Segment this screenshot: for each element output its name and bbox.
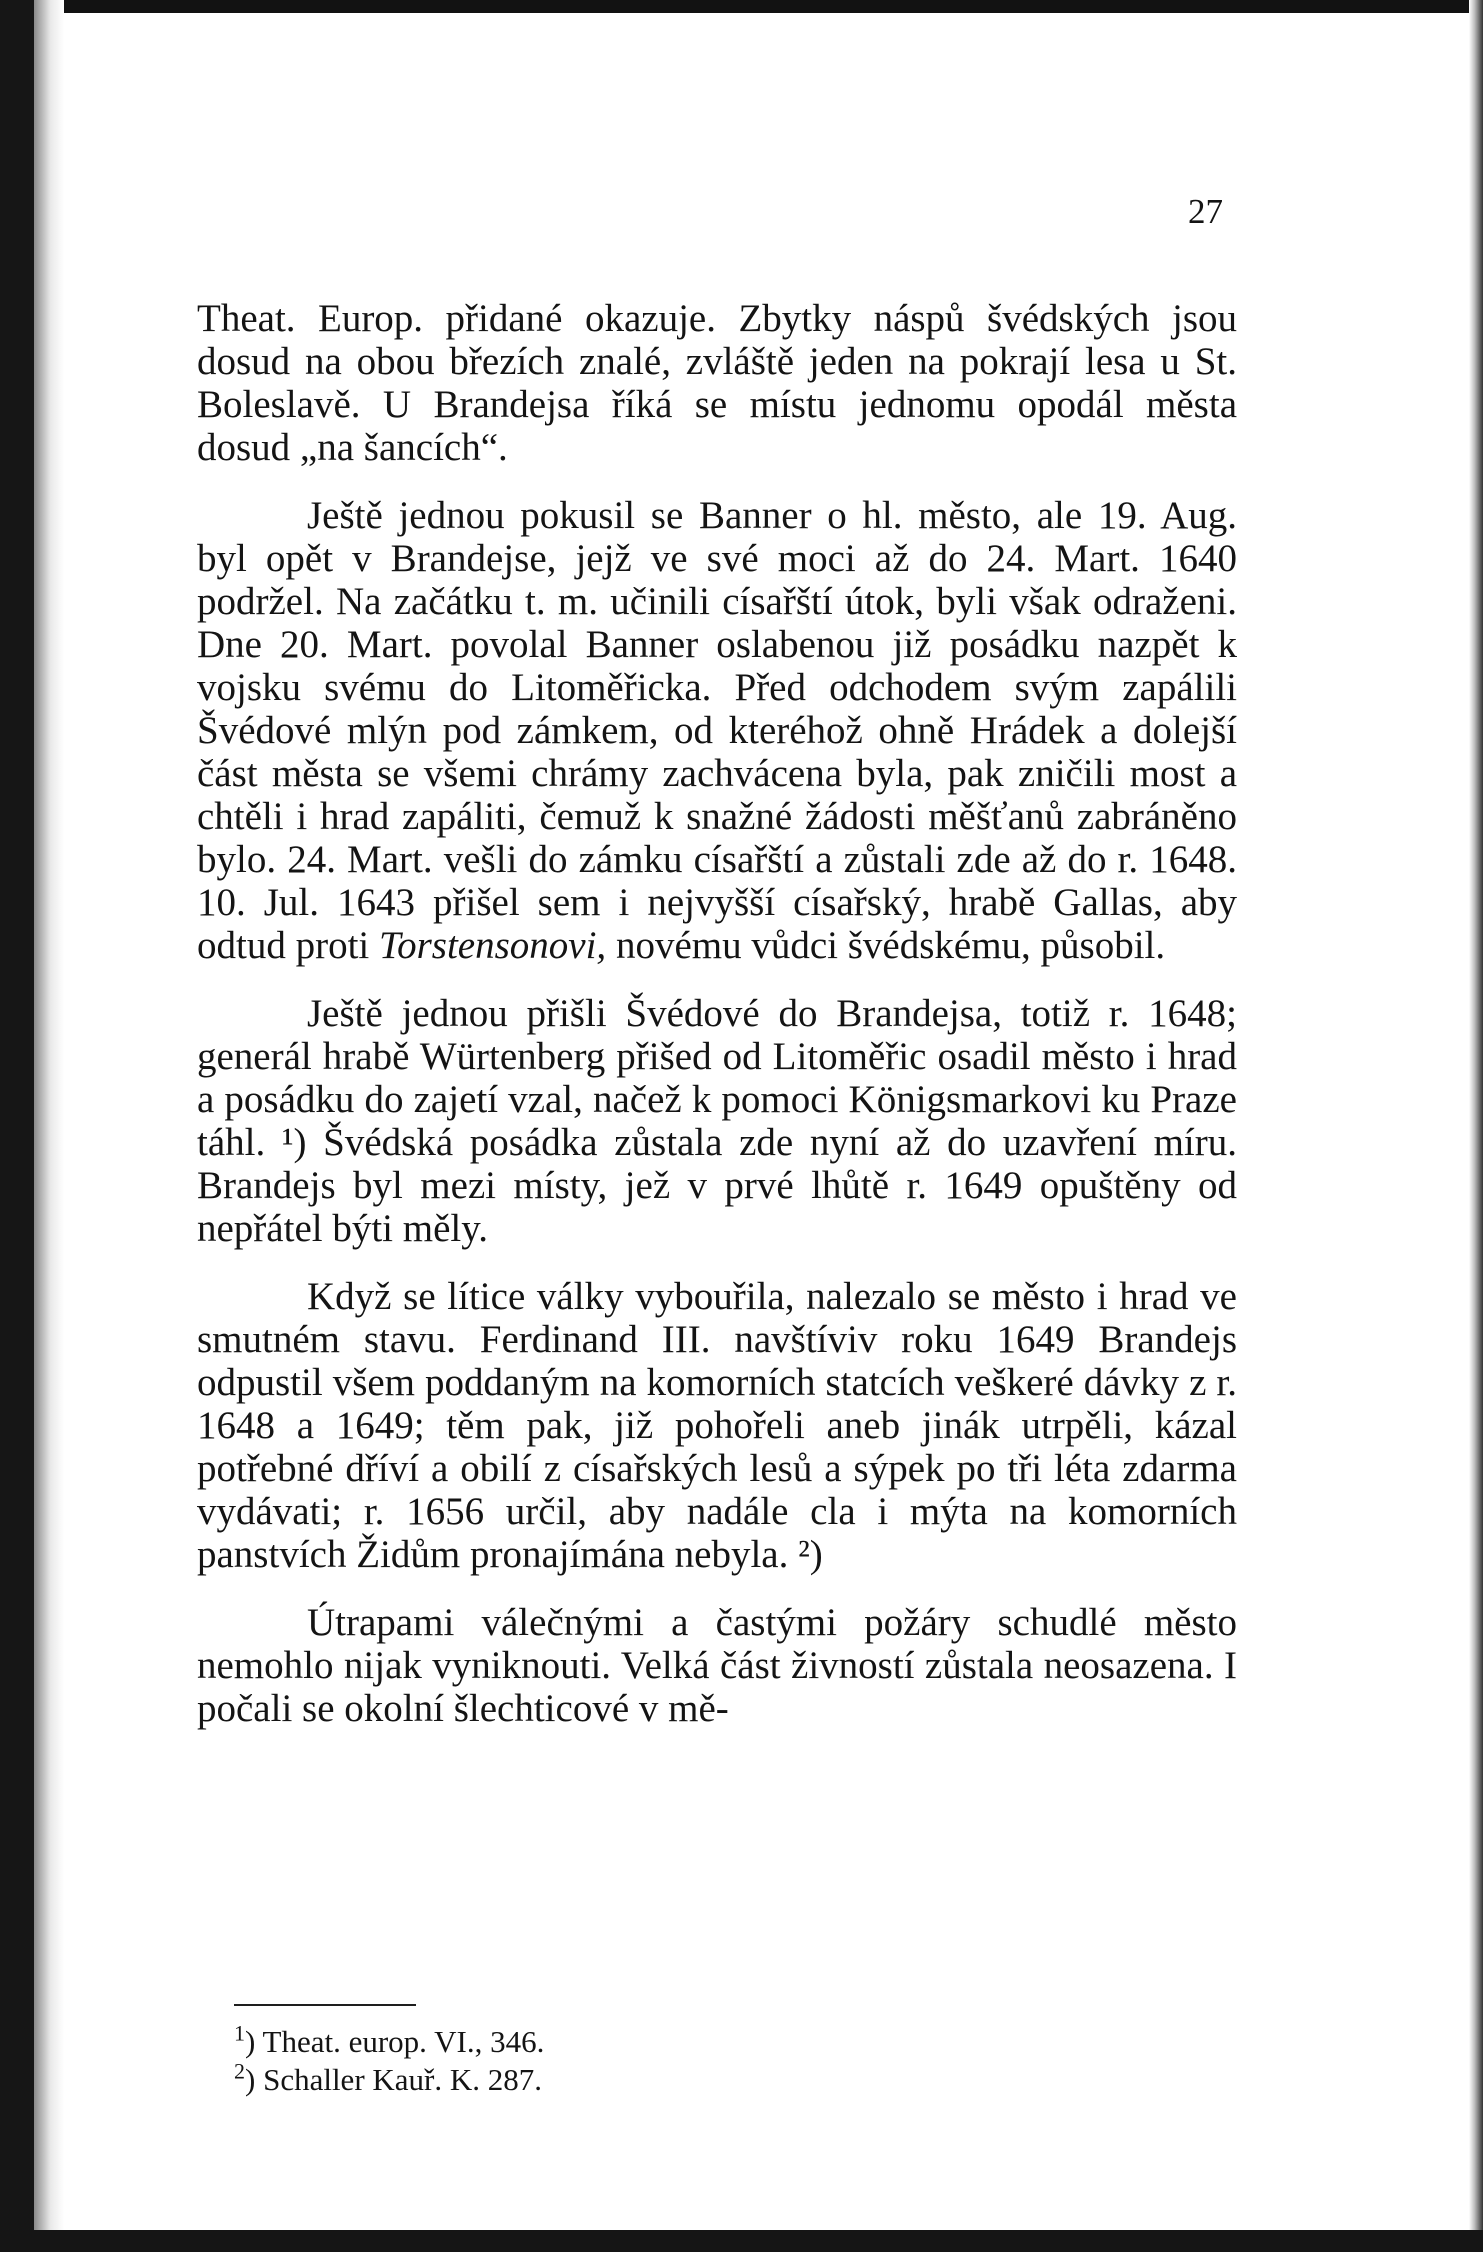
paragraph-text: Ještě jednou pokusil se Banner o hl. město, ale 19. Aug. byl opět v Brandejse, jejž ve své moci až do 24. Mart. 1640 podržel. Na začátku t. m. učinili císařští útok, byli však odraženi. Dne 20. Mart. povolal Banner oslabenou již posádku nazpět k vojsku svému do Litoměřicka. Před odchodem svým zapálili Švédové mlýn pod zámkem, od kteréhož ohně Hrádek a dolejší část města se všemi chrámy zachvácena byla, pak zničili most a chtěli i hrad zapáliti, čemuž k snažné žádosti měšťanů zabráněno bylo. 24. Mart. vešli do zámku císařští a zůstali zde až do r. 1648. 10. Jul. 1643 přišel sem i nejvyšší císařský, hrabě Gallas, aby odtud proti — [197, 494, 1237, 967]
footnote — [234, 2058, 1134, 2099]
footnotes — [234, 2020, 1134, 2099]
footnote-text: ) Schaller Kauř. K. 287. — [245, 2062, 542, 2097]
paragraph-text: Ještě jednou přišli Švédové do Brandejsa, totiž r. 1648; generál hrabě Würtenberg přišed od Litoměřic osadil město i hrad a posádku do zajetí vzal, načež k pomoci Königsmarkovi ku Praze táhl. ¹) Švédská posádka zůstala zde nyní až do uzavření míru. Brandejs byl mezi místy, jež v prvé lhůtě r. 1649 opuštěny od nepřátel býti měly. — [197, 992, 1237, 1250]
paragraph — [197, 992, 1237, 1250]
paragraph-text: Když se lítice války vybouřila, nalezalo se město i hrad ve smutném stavu. Ferdinand III. navštíviv roku 1649 Brandejs odpustil všem poddaným na komorních statcích veškeré dávky z r. 1648 a 1649; těm pak, již pohořeli aneb jinák utrpěli, kázal potřebné dříví a obilí z císařských lesů a sýpek po tři léta zdarma vydávati; r. 1656 určil, aby nadále cla i mýta na komorních panstvích Židům pronajímána nebyla. ²) — [197, 1275, 1237, 1576]
scan-border-top — [0, 0, 1483, 13]
paragraph — [197, 1601, 1237, 1730]
footnote-separator — [234, 2004, 416, 2006]
paragraph — [197, 1275, 1237, 1576]
scan-border-bottom — [0, 2230, 1483, 2252]
scan-shadow-left — [34, 0, 64, 2252]
footnote — [234, 2020, 1134, 2061]
scan-border-left — [0, 0, 34, 2252]
scan-border-right — [1469, 0, 1483, 2252]
paragraph — [197, 494, 1237, 967]
page-number: 27 — [1188, 192, 1223, 231]
italic-name: Torstensonovi, — [379, 924, 607, 967]
paragraph — [197, 297, 1237, 469]
paragraph-text: Útrapami válečnými a častými požáry schudlé město nemohlo nijak vyniknouti. Velká část živností zůstala neosazena. I počali se okolní šlechticové v mě- — [197, 1601, 1237, 1730]
paragraph-text: Theat. Europ. přidané okazuje. Zbytky náspů švédských jsou dosud na obou březích znalé, zvláště jeden na pokrají lesa u St. Boleslavě. U Brandejsa říká se místu jednomu opodál města dosud „na šancích“. — [197, 297, 1237, 469]
body-text — [197, 297, 1237, 1755]
paragraph-text: novému vůdci švédskému, působil. — [606, 924, 1166, 967]
footnote-text: ) Theat. europ. VI., 346. — [245, 2024, 545, 2059]
footnote-mark: 1 — [234, 2020, 245, 2046]
footnote-mark: 2 — [234, 2058, 245, 2084]
